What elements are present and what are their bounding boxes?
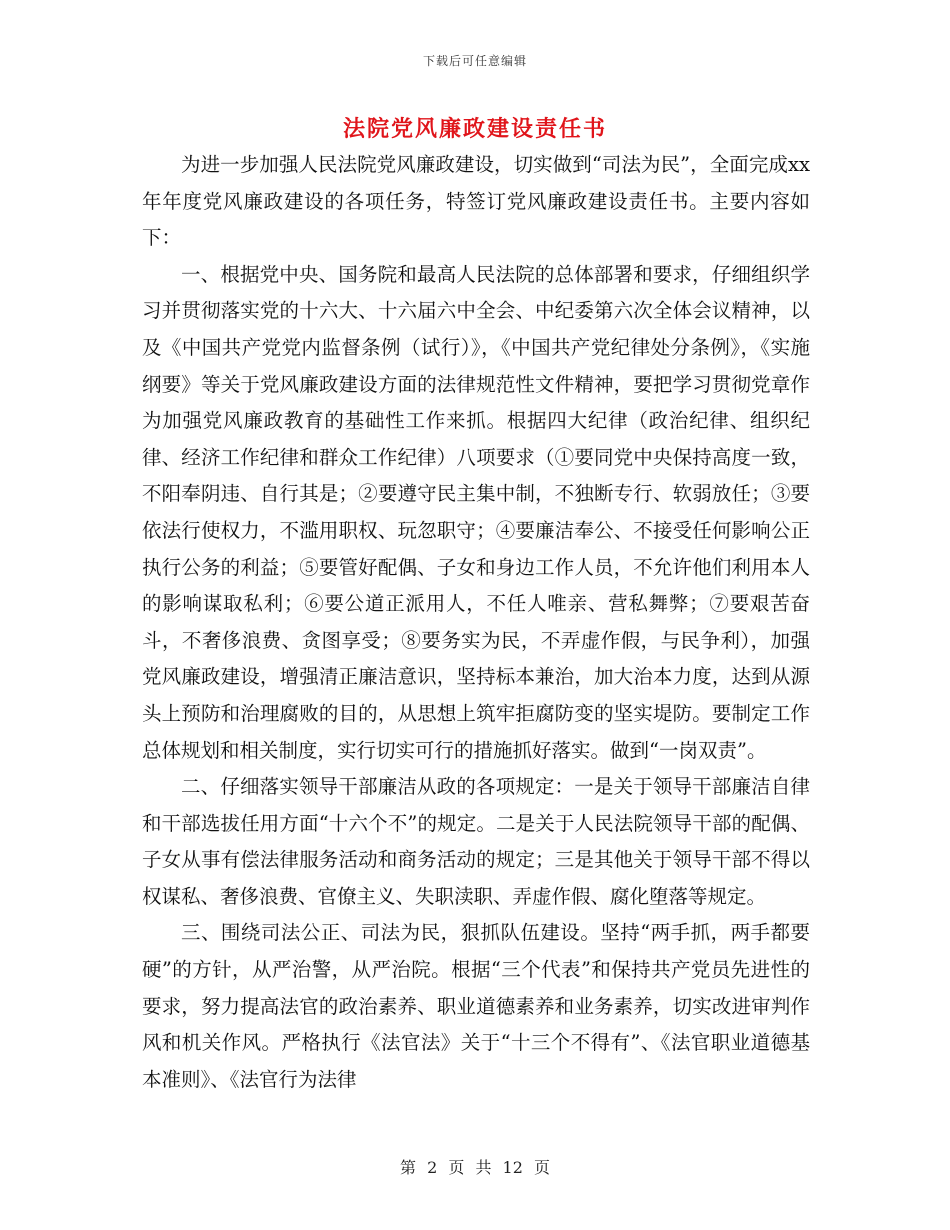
document-body	[142, 147, 810, 1098]
paragraph-section-3: 三、围绕司法公正、司法为民，狠抓队伍建设。坚持“两手抓，两手都要硬”的方针，从严治警，从严治院。根据“三个代表”和保持共产党员先进性的要求，努力提高法官的政治素养、职业道德素养和业务素养，切实改进审判作风和机关作风。严格执行《法官法》关于“十三个不得有”、《法官职业道德基本准则》、《法官行为法律	[142, 921, 810, 1091]
paragraph-section-2: 二、仔细落实领导干部廉洁从政的各项规定：一是关于领导干部廉洁自律和干部选拔任用方面“十六个不”的规定。二是关于人民法院领导干部的配偶、子女从事有偿法律服务活动和商务活动的规定；三是其他关于领导干部不得以权谋私、奢侈浪费、官僚主义、失职渎职、弄虚作假、腐化堕落等规定。	[142, 775, 810, 908]
document-title: 法院党风廉政建设责任书	[342, 116, 607, 142]
paragraph-intro: 为进一步加强人民法院党风廉政建设，切实做到“司法为民”，全面完成xx年年度党风廉政建设的各项任务，特签订党风廉政建设责任书。主要内容如下：	[142, 153, 810, 250]
page-header: 下载后可任意编辑	[422, 54, 527, 68]
paragraph-section-1: 一、根据党中央、国务院和最高人民法院的总体部署和要求，仔细组织学习并贯彻落实党的十六大、十六届六中全会、中纪委第六次全体会议精神，以及《中国共产党党内监督条例（试行）》，《中国共产党纪律处分条例》，《实施纲要》等关于党风廉政建设方面的法律规范性文件精神，要把学习贯彻党章作为加强党风廉政教育的基础性工作来抓。根据四大纪律（政治纪律、组织纪律、经济工作纪律和群众工作纪律）八项要求（①要同党中央保持高度一致，不阳奉阴违、自行其是；②要遵守民主集中制，不独断专行、软弱放任；③要依法行使权力，不滥用职权、玩忽职守；④要廉洁奉公、不接受任何影响公正执行公务的利益；⑤要管好配偶、子女和身边工作人员，不允许他们利用本人的影响谋取私利；⑥要公道正派用人，不任人唯亲、营私舞弊；⑦要艰苦奋斗，不奢侈浪费、贪图享受；⑧要务实为民，不弄虚作假，与民争利），加强党风廉政建设，增强清正廉洁意识，坚持标本兼治，加大治本力度，达到从源头上预防和治理腐败的目的，从思想上筑牢拒腐防变的坚实堤防。要制定工作总体规划和相关制度，实行切实可行的措施抓好落实。做到“一岗双责”。	[142, 262, 810, 762]
page-footer: 第 2 页 共 12 页	[400, 1158, 550, 1177]
